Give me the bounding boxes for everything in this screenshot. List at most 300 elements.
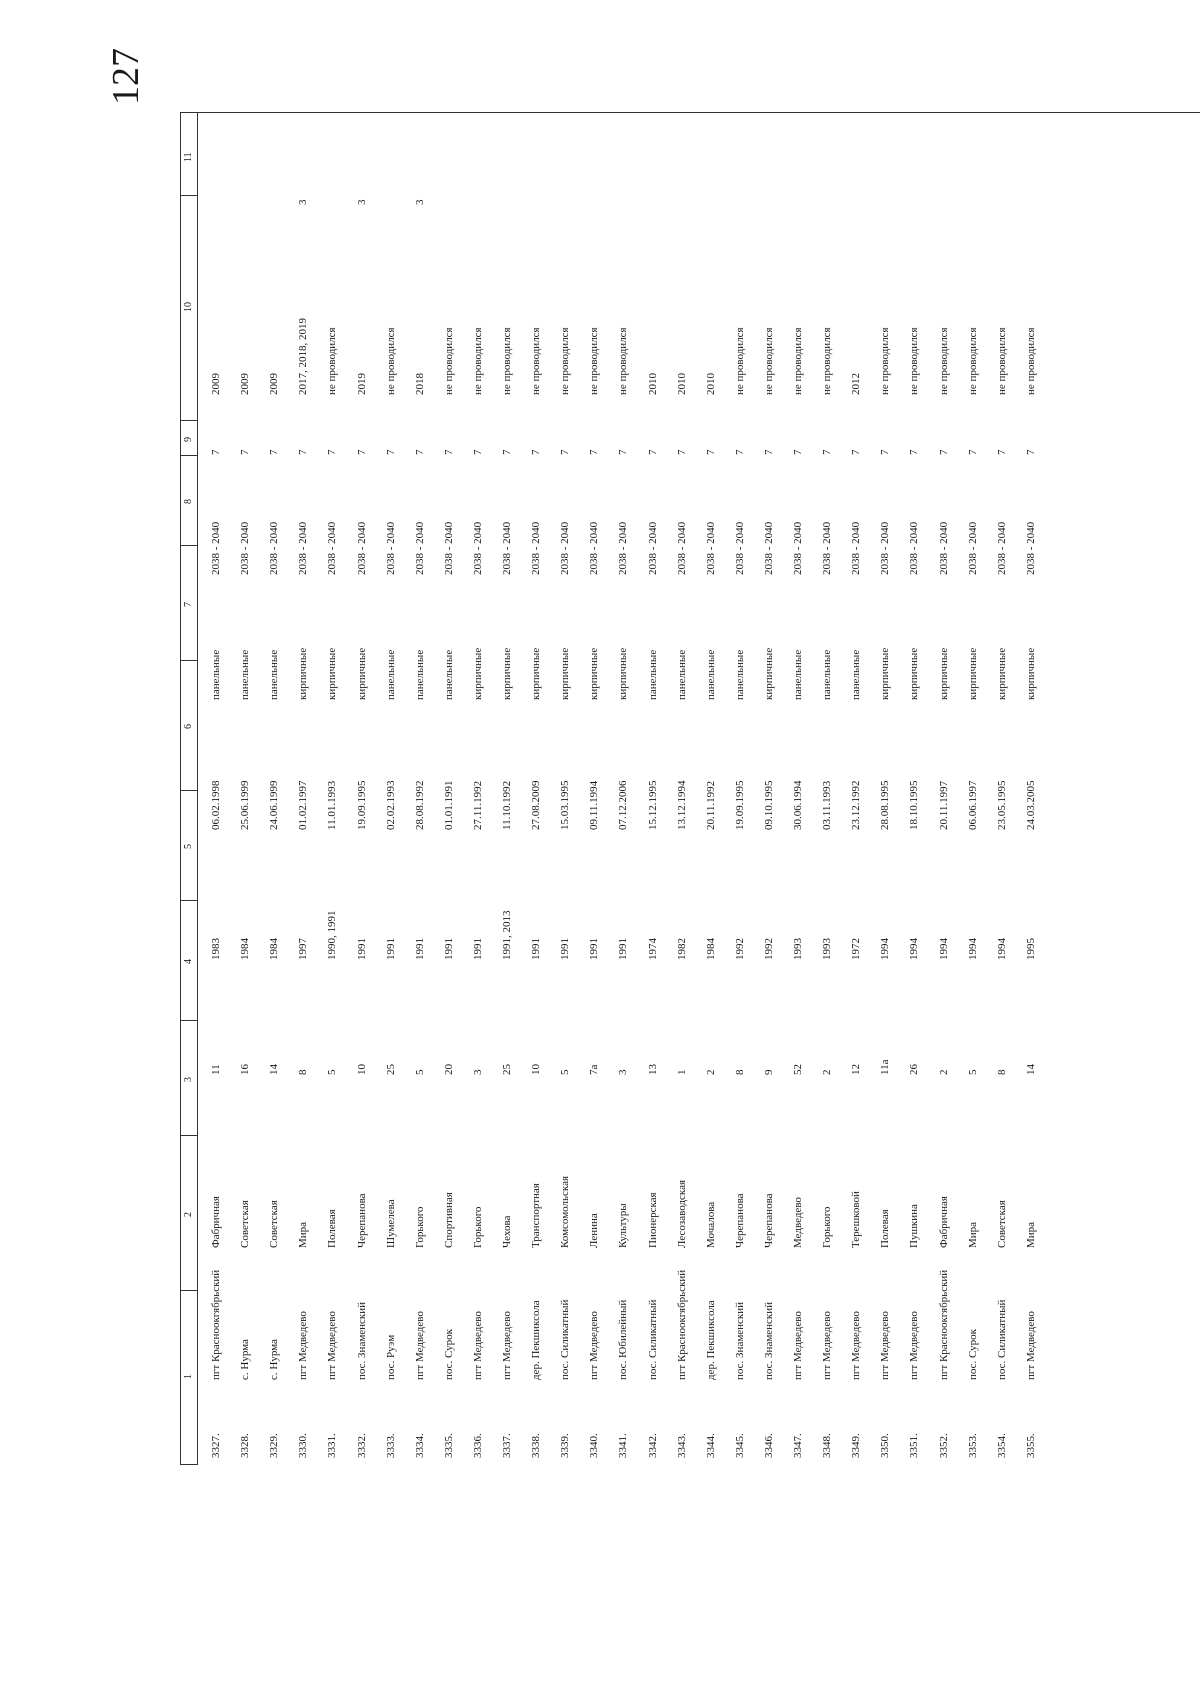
cell-year-built: 1991 bbox=[413, 938, 426, 960]
cell-year-built: 1997 bbox=[297, 938, 310, 960]
cell-house-number: 5 bbox=[413, 1069, 426, 1075]
cell-house-number: 8 bbox=[733, 1069, 746, 1075]
column-header-8: 8 bbox=[183, 499, 194, 504]
cell-code: 7 bbox=[675, 449, 688, 455]
cell-settlement: пгт Медведево bbox=[297, 1311, 310, 1380]
cell-house-number: 20 bbox=[442, 1064, 455, 1075]
cell-year-built: 1993 bbox=[792, 938, 804, 960]
cell-settlement: пгт Красноокгябрьский bbox=[675, 1269, 688, 1380]
cell-code: 7 bbox=[442, 449, 455, 455]
cell-code: 7 bbox=[501, 449, 513, 455]
cell-repair-year: 2017, 2018, 2019 bbox=[297, 318, 310, 395]
cell-code: 7 bbox=[937, 449, 950, 455]
cell-street: Горького bbox=[821, 1206, 834, 1248]
cell-period: 2038 - 2040 bbox=[995, 521, 1008, 575]
cell-code: 7 bbox=[297, 449, 310, 455]
cell-code: 7 bbox=[588, 449, 601, 455]
cell-wall-type: панельные bbox=[646, 649, 659, 700]
cell-extra: 3 bbox=[413, 199, 426, 205]
cell-date: 30.06.1994 bbox=[792, 780, 804, 830]
cell-settlement: пос. Силикатный bbox=[646, 1299, 659, 1380]
cell-year-built: 1972 bbox=[850, 938, 863, 960]
cell-code: 7 bbox=[850, 449, 863, 455]
cell-street: Ленина bbox=[588, 1213, 601, 1248]
cell-row-number: 3355. bbox=[1024, 1433, 1037, 1458]
cell-row-number: 3327. bbox=[210, 1433, 222, 1458]
cell-repair-year: не проводился bbox=[530, 327, 543, 395]
table-bottom-border bbox=[180, 1464, 198, 1465]
cell-date: 20.11.1997 bbox=[937, 780, 950, 830]
cell-row-number: 3341. bbox=[617, 1433, 630, 1458]
cell-code: 7 bbox=[879, 449, 892, 455]
cell-settlement: с. Нурма bbox=[239, 1339, 252, 1380]
cell-period: 2038 - 2040 bbox=[471, 521, 484, 575]
cell-period: 2038 - 2040 bbox=[821, 521, 834, 575]
cell-year-built: 1994 bbox=[966, 938, 979, 960]
cell-date: 06.02.1998 bbox=[210, 780, 222, 830]
cell-period: 2038 - 2040 bbox=[704, 521, 717, 575]
cell-code: 7 bbox=[821, 449, 834, 455]
cell-row-number: 3336. bbox=[471, 1433, 484, 1458]
cell-house-number: 9 bbox=[762, 1069, 775, 1075]
cell-wall-type: панельные bbox=[821, 649, 834, 700]
cell-street: Чехова bbox=[501, 1215, 513, 1248]
cell-settlement: пгт Медведево bbox=[879, 1311, 892, 1380]
cell-wall-type: панельные bbox=[268, 649, 281, 700]
cell-period: 2038 - 2040 bbox=[355, 521, 368, 575]
cell-wall-type: кирпичные bbox=[530, 647, 543, 700]
cell-street: Пионерская bbox=[646, 1192, 659, 1248]
cell-settlement: с. Нурма bbox=[268, 1339, 281, 1380]
cell-street: Фабричная bbox=[210, 1196, 222, 1248]
cell-street: Мира bbox=[966, 1221, 979, 1248]
cell-code: 7 bbox=[239, 449, 252, 455]
cell-date: 15.03.1995 bbox=[559, 780, 572, 830]
cell-date: 18.10.1995 bbox=[908, 780, 921, 830]
cell-period: 2038 - 2040 bbox=[617, 521, 630, 575]
cell-period: 2038 - 2040 bbox=[879, 521, 892, 575]
cell-period: 2038 - 2040 bbox=[966, 521, 979, 575]
cell-row-number: 3349. bbox=[850, 1433, 863, 1458]
cell-period: 2038 - 2040 bbox=[384, 521, 397, 575]
column-header-10: 10 bbox=[183, 301, 194, 312]
cell-wall-type: кирпичные bbox=[995, 647, 1008, 700]
cell-date: 09.11.1994 bbox=[588, 780, 601, 830]
cell-code: 7 bbox=[471, 449, 484, 455]
cell-street: Советская bbox=[239, 1200, 252, 1248]
cell-house-number: 3 bbox=[471, 1069, 484, 1075]
cell-street: Горького bbox=[471, 1206, 484, 1248]
cell-house-number: 3 bbox=[617, 1069, 630, 1075]
cell-house-number: 7а bbox=[588, 1064, 601, 1075]
cell-date: 06.06.1997 bbox=[966, 780, 979, 830]
cell-repair-year: 2009 bbox=[239, 373, 252, 395]
header-divider-6 bbox=[180, 660, 198, 661]
cell-year-built: 1984 bbox=[268, 938, 281, 960]
cell-row-number: 3348. bbox=[821, 1433, 834, 1458]
cell-code: 7 bbox=[966, 449, 979, 455]
cell-house-number: 2 bbox=[937, 1069, 950, 1075]
cell-code: 7 bbox=[792, 449, 804, 455]
cell-settlement: пгт Медведево bbox=[413, 1311, 426, 1380]
cell-street: Культуры bbox=[617, 1203, 630, 1248]
cell-street: Полевая bbox=[326, 1209, 339, 1248]
cell-street: Спортивная bbox=[442, 1192, 455, 1248]
cell-street: Советская bbox=[268, 1200, 281, 1248]
cell-year-built: 1991 bbox=[530, 938, 543, 960]
cell-code: 7 bbox=[704, 449, 717, 455]
cell-wall-type: кирпичные bbox=[297, 647, 310, 700]
cell-settlement: пос. Сурок bbox=[442, 1329, 455, 1380]
cell-settlement: пгт Красноокгябрьский bbox=[937, 1269, 950, 1380]
cell-code: 7 bbox=[326, 449, 339, 455]
cell-house-number: 14 bbox=[1024, 1064, 1037, 1075]
cell-street: Горького bbox=[413, 1206, 426, 1248]
cell-row-number: 3333. bbox=[384, 1433, 397, 1458]
cell-row-number: 3331. bbox=[326, 1433, 339, 1458]
cell-street: Транспортная bbox=[530, 1183, 543, 1248]
cell-street: Медведево bbox=[792, 1197, 804, 1248]
cell-row-number: 3350. bbox=[879, 1433, 892, 1458]
cell-wall-type: панельные bbox=[704, 649, 717, 700]
cell-code: 7 bbox=[995, 449, 1008, 455]
cell-row-number: 3337. bbox=[501, 1433, 513, 1458]
cell-extra: 3 bbox=[355, 199, 368, 205]
cell-date: 23.05.1995 bbox=[995, 780, 1008, 830]
cell-wall-type: панельные bbox=[210, 649, 222, 700]
column-header-9: 9 bbox=[183, 436, 194, 442]
cell-repair-year: не проводился bbox=[471, 327, 484, 395]
cell-row-number: 3340. bbox=[588, 1433, 601, 1458]
cell-repair-year: не проводился bbox=[879, 327, 892, 395]
cell-date: 15.12.1995 bbox=[646, 780, 659, 830]
cell-settlement: пос. Знаменский bbox=[733, 1301, 746, 1380]
cell-repair-year: не проводился bbox=[792, 327, 804, 395]
cell-year-built: 1995 bbox=[1024, 938, 1037, 960]
cell-year-built: 1994 bbox=[879, 938, 892, 960]
cell-house-number: 10 bbox=[355, 1064, 368, 1075]
cell-settlement: пос. Сурок bbox=[966, 1329, 979, 1380]
cell-period: 2038 - 2040 bbox=[675, 521, 688, 575]
cell-wall-type: кирпичные bbox=[908, 647, 921, 700]
cell-year-built: 1984 bbox=[704, 938, 717, 960]
cell-wall-type: панельные bbox=[792, 649, 804, 700]
cell-period: 2038 - 2040 bbox=[239, 521, 252, 575]
cell-year-built: 1994 bbox=[908, 938, 921, 960]
cell-repair-year: 2010 bbox=[704, 373, 717, 395]
cell-wall-type: панельные bbox=[442, 649, 455, 700]
cell-house-number: 52 bbox=[792, 1064, 804, 1075]
cell-row-number: 3351. bbox=[908, 1433, 921, 1458]
cell-house-number: 8 bbox=[297, 1069, 310, 1075]
cell-street: Черепанова bbox=[762, 1193, 775, 1248]
cell-house-number: 13 bbox=[646, 1064, 659, 1075]
cell-date: 07.12.2006 bbox=[617, 780, 630, 830]
cell-settlement: пос. Знаменский bbox=[762, 1301, 775, 1380]
cell-period: 2038 - 2040 bbox=[268, 521, 281, 575]
cell-house-number: 5 bbox=[326, 1069, 339, 1075]
cell-street: Мира bbox=[1024, 1221, 1037, 1248]
header-divider-7 bbox=[180, 545, 198, 546]
page-number: 127 bbox=[105, 48, 147, 105]
cell-repair-year: 2012 bbox=[850, 373, 863, 395]
cell-repair-year: не проводился bbox=[326, 327, 339, 395]
cell-date: 24.06.1999 bbox=[268, 780, 281, 830]
cell-repair-year: не проводился bbox=[1024, 327, 1037, 395]
cell-repair-year: 2009 bbox=[210, 373, 222, 395]
cell-wall-type: кирпичные bbox=[501, 647, 513, 700]
cell-street: Пушкина bbox=[908, 1204, 921, 1248]
table-left-border bbox=[180, 112, 181, 1464]
cell-date: 24.03.2005 bbox=[1024, 780, 1037, 830]
header-divider-8 bbox=[180, 455, 198, 456]
cell-date: 09.10.1995 bbox=[762, 780, 775, 830]
cell-code: 7 bbox=[646, 449, 659, 455]
cell-house-number: 26 bbox=[908, 1064, 921, 1075]
cell-repair-year: не проводился bbox=[966, 327, 979, 395]
cell-row-number: 3339. bbox=[559, 1433, 572, 1458]
column-header-4: 4 bbox=[183, 959, 194, 964]
cell-settlement: пос. Силикатный bbox=[559, 1299, 572, 1380]
cell-period: 2038 - 2040 bbox=[297, 521, 310, 575]
cell-house-number: 2 bbox=[704, 1069, 717, 1075]
cell-code: 7 bbox=[384, 449, 397, 455]
cell-settlement: пгт Медведево bbox=[501, 1311, 513, 1380]
cell-wall-type: кирпичные bbox=[1024, 647, 1037, 700]
cell-date: 03.11.1993 bbox=[821, 780, 834, 830]
cell-repair-year: не проводился bbox=[908, 327, 921, 395]
cell-period: 2038 - 2040 bbox=[413, 521, 426, 575]
cell-settlement: пос. Силикатный bbox=[995, 1299, 1008, 1380]
cell-date: 19.09.1995 bbox=[733, 780, 746, 830]
cell-repair-year: не проводился bbox=[442, 327, 455, 395]
cell-house-number: 25 bbox=[384, 1064, 397, 1075]
cell-code: 7 bbox=[530, 449, 543, 455]
cell-year-built: 1994 bbox=[937, 938, 950, 960]
cell-row-number: 3347. bbox=[792, 1433, 804, 1458]
column-header-6: 6 bbox=[183, 724, 194, 729]
cell-extra: 3 bbox=[297, 199, 310, 205]
cell-repair-year: 2009 bbox=[268, 373, 281, 395]
cell-settlement: пгт Медведево bbox=[792, 1311, 804, 1380]
cell-wall-type: панельные bbox=[413, 649, 426, 700]
header-column-border bbox=[197, 112, 198, 1464]
cell-date: 01.02.1997 bbox=[297, 780, 310, 830]
cell-year-built: 1992 bbox=[762, 938, 775, 960]
cell-year-built: 1991 bbox=[617, 938, 630, 960]
header-divider-9 bbox=[180, 420, 198, 421]
cell-year-built: 1991, 2013 bbox=[501, 910, 513, 960]
cell-settlement: пгт Медведево bbox=[1024, 1311, 1037, 1380]
cell-year-built: 1994 bbox=[995, 938, 1008, 960]
column-header-7: 7 bbox=[183, 601, 194, 607]
cell-row-number: 3329. bbox=[268, 1433, 281, 1458]
cell-row-number: 3335. bbox=[442, 1433, 455, 1458]
cell-wall-type: кирпичные bbox=[471, 647, 484, 700]
cell-date: 28.08.1995 bbox=[879, 780, 892, 830]
cell-settlement: дер. Пекшиксола bbox=[530, 1300, 543, 1380]
cell-date: 27.08.2009 bbox=[530, 780, 543, 830]
cell-settlement: пос. Знаменский bbox=[355, 1301, 368, 1380]
cell-period: 2038 - 2040 bbox=[937, 521, 950, 575]
cell-settlement: пгт Медведево bbox=[326, 1311, 339, 1380]
cell-street: Черепанова bbox=[355, 1193, 368, 1248]
cell-repair-year: не проводился bbox=[821, 327, 834, 395]
cell-date: 27.11.1992 bbox=[471, 780, 484, 830]
cell-date: 19.09.1995 bbox=[355, 780, 368, 830]
cell-code: 7 bbox=[355, 449, 368, 455]
column-header-11: 11 bbox=[183, 151, 194, 162]
column-header-2: 2 bbox=[183, 1211, 194, 1217]
cell-code: 7 bbox=[268, 449, 281, 455]
cell-wall-type: кирпичные bbox=[355, 647, 368, 700]
cell-year-built: 1990, 1991 bbox=[326, 910, 339, 960]
cell-settlement: дер. Пекшиксола bbox=[704, 1300, 717, 1380]
cell-repair-year: не проводился bbox=[559, 327, 572, 395]
cell-date: 13.12.1994 bbox=[675, 780, 688, 830]
cell-repair-year: не проводился bbox=[733, 327, 746, 395]
cell-row-number: 3353. bbox=[966, 1433, 979, 1458]
cell-year-built: 1991 bbox=[471, 938, 484, 960]
cell-settlement: пгт Медведево bbox=[471, 1311, 484, 1380]
cell-row-number: 3345. bbox=[733, 1433, 746, 1458]
cell-settlement: пгт Медведево bbox=[588, 1311, 601, 1380]
cell-year-built: 1991 bbox=[559, 938, 572, 960]
cell-period: 2038 - 2040 bbox=[850, 521, 863, 575]
cell-wall-type: панельные bbox=[733, 649, 746, 700]
cell-date: 11.01.1993 bbox=[326, 780, 339, 830]
cell-repair-year: не проводился bbox=[617, 327, 630, 395]
cell-house-number: 25 bbox=[501, 1064, 513, 1075]
cell-settlement: пгт Медведево bbox=[821, 1311, 834, 1380]
cell-wall-type: кирпичные bbox=[559, 647, 572, 700]
cell-date: 28.08.1992 bbox=[413, 780, 426, 830]
cell-wall-type: кирпичные bbox=[879, 647, 892, 700]
cell-street: Советская bbox=[995, 1200, 1008, 1248]
header-divider-5 bbox=[180, 790, 198, 791]
cell-street: Шумелева bbox=[384, 1199, 397, 1248]
cell-settlement: пгт Красноокгябрьский bbox=[210, 1269, 222, 1380]
cell-year-built: 1991 bbox=[588, 938, 601, 960]
cell-row-number: 3344. bbox=[704, 1433, 717, 1458]
cell-date: 01.01.1991 bbox=[442, 780, 455, 830]
header-divider-2 bbox=[180, 1135, 198, 1136]
cell-row-number: 3330. bbox=[297, 1433, 310, 1458]
cell-repair-year: 2019 bbox=[355, 373, 368, 395]
header-divider-1 bbox=[180, 1290, 198, 1291]
cell-row-number: 3332. bbox=[355, 1433, 368, 1458]
cell-repair-year: не проводился bbox=[762, 327, 775, 395]
cell-house-number: 1 bbox=[675, 1069, 688, 1075]
cell-year-built: 1982 bbox=[675, 938, 688, 960]
column-header-1: 1 bbox=[183, 1374, 194, 1379]
header-divider-10 bbox=[180, 195, 198, 196]
cell-date: 23.12.1992 bbox=[850, 780, 863, 830]
cell-year-built: 1991 bbox=[355, 938, 368, 960]
cell-house-number: 10 bbox=[530, 1064, 543, 1075]
cell-repair-year: 2010 bbox=[675, 373, 688, 395]
cell-row-number: 3334. bbox=[413, 1433, 426, 1458]
cell-year-built: 1984 bbox=[239, 938, 252, 960]
cell-house-number: 8 bbox=[995, 1069, 1008, 1075]
cell-repair-year: не проводился bbox=[384, 327, 397, 395]
cell-row-number: 3352. bbox=[937, 1433, 950, 1458]
cell-year-built: 1993 bbox=[821, 938, 834, 960]
cell-repair-year: не проводился bbox=[588, 327, 601, 395]
cell-period: 2038 - 2040 bbox=[908, 521, 921, 575]
cell-wall-type: панельные bbox=[675, 649, 688, 700]
cell-code: 7 bbox=[617, 449, 630, 455]
cell-year-built: 1992 bbox=[733, 938, 746, 960]
cell-wall-type: кирпичные bbox=[762, 647, 775, 700]
cell-period: 2038 - 2040 bbox=[762, 521, 775, 575]
header-divider-3 bbox=[180, 1020, 198, 1021]
cell-row-number: 3342. bbox=[646, 1433, 659, 1458]
cell-wall-type: панельные bbox=[239, 649, 252, 700]
cell-wall-type: кирпичные bbox=[326, 647, 339, 700]
cell-row-number: 3346. bbox=[762, 1433, 775, 1458]
cell-date: 11.10.1992 bbox=[501, 780, 513, 830]
cell-period: 2038 - 2040 bbox=[588, 521, 601, 575]
header-divider-4 bbox=[180, 900, 198, 901]
cell-wall-type: панельные bbox=[384, 649, 397, 700]
cell-house-number: 2 bbox=[821, 1069, 834, 1075]
cell-code: 7 bbox=[413, 449, 426, 455]
cell-period: 2038 - 2040 bbox=[733, 521, 746, 575]
cell-street: Мочалова bbox=[704, 1201, 717, 1248]
cell-repair-year: не проводился bbox=[501, 327, 513, 395]
column-header-3: 3 bbox=[183, 1076, 194, 1082]
cell-period: 2038 - 2040 bbox=[792, 521, 804, 575]
cell-period: 2038 - 2040 bbox=[210, 521, 222, 575]
cell-year-built: 1991 bbox=[384, 938, 397, 960]
cell-house-number: 14 bbox=[268, 1064, 281, 1075]
cell-code: 7 bbox=[1024, 449, 1037, 455]
cell-house-number: 5 bbox=[966, 1069, 979, 1075]
cell-settlement: пос. Юбилейный bbox=[617, 1299, 630, 1380]
cell-date: 25.06.1999 bbox=[239, 780, 252, 830]
cell-house-number: 11а bbox=[879, 1059, 892, 1075]
cell-wall-type: кирпичные bbox=[966, 647, 979, 700]
cell-period: 2038 - 2040 bbox=[1024, 521, 1037, 575]
cell-house-number: 11 bbox=[210, 1064, 222, 1075]
column-header-5: 5 bbox=[183, 844, 194, 849]
cell-street: Полевая bbox=[879, 1209, 892, 1248]
cell-period: 2038 - 2040 bbox=[326, 521, 339, 575]
cell-repair-year: не проводился bbox=[995, 327, 1008, 395]
cell-street: Лесозаводская bbox=[675, 1179, 688, 1248]
cell-street: Комсомольская bbox=[559, 1175, 572, 1248]
cell-period: 2038 - 2040 bbox=[559, 521, 572, 575]
cell-street: Черепанова bbox=[733, 1193, 746, 1248]
cell-house-number: 12 bbox=[850, 1064, 863, 1075]
cell-settlement: пгт Медведево bbox=[908, 1311, 921, 1380]
cell-wall-type: панельные bbox=[850, 649, 863, 700]
cell-street: Мира bbox=[297, 1221, 310, 1248]
cell-period: 2038 - 2040 bbox=[530, 521, 543, 575]
cell-repair-year: не проводился bbox=[937, 327, 950, 395]
cell-date: 02.02.1993 bbox=[384, 780, 397, 830]
cell-wall-type: кирпичные bbox=[617, 647, 630, 700]
cell-period: 2038 - 2040 bbox=[442, 521, 455, 575]
cell-date: 20.11.1992 bbox=[704, 780, 717, 830]
cell-wall-type: кирпичные bbox=[588, 647, 601, 700]
cell-year-built: 1983 bbox=[210, 938, 222, 960]
cell-street: Фабричная bbox=[937, 1196, 950, 1248]
cell-house-number: 16 bbox=[239, 1064, 252, 1075]
cell-wall-type: кирпичные bbox=[937, 647, 950, 700]
table-top-border bbox=[180, 112, 1200, 113]
